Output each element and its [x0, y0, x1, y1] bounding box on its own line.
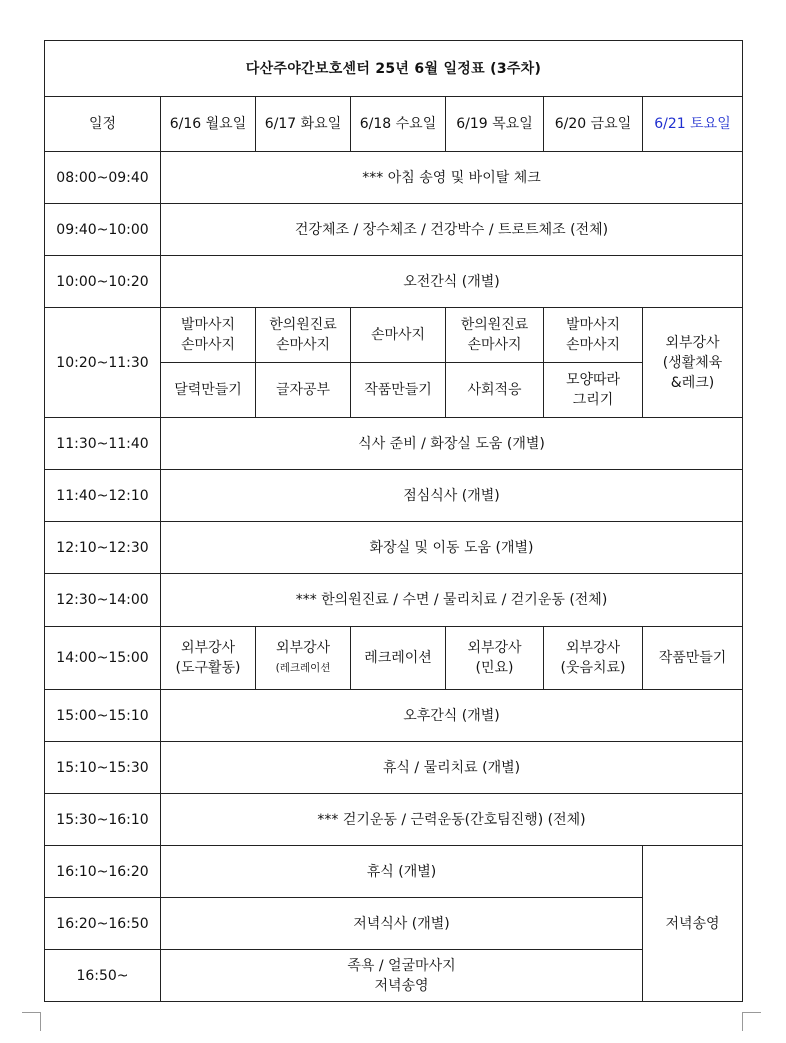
program-line: 외부강사	[275, 640, 331, 656]
program-cell	[351, 363, 446, 418]
program-line: 사회적응	[467, 382, 522, 398]
time-cell: 11:30~11:40	[45, 418, 161, 470]
program-line: 손마사지	[467, 337, 522, 353]
program-cell	[544, 627, 643, 690]
schedule-row	[45, 950, 743, 1002]
program-cell	[446, 363, 544, 418]
schedule-row	[45, 574, 743, 627]
program-line: 손마사지	[180, 337, 236, 353]
time-cell: 09:40~10:00	[45, 204, 161, 256]
saturday-evening-cell: 저녁송영	[643, 846, 743, 1002]
time-cell: 14:00~15:00	[45, 627, 161, 690]
header-day-sat: 6/21 토요일	[643, 97, 743, 152]
schedule-row	[45, 690, 743, 742]
header-row	[45, 97, 743, 152]
schedule-row	[45, 418, 743, 470]
crop-mark	[742, 1012, 761, 1031]
schedule-row	[45, 308, 743, 363]
program-line: 그리기	[572, 392, 614, 408]
schedule-row	[45, 898, 743, 950]
schedule-row	[45, 627, 743, 690]
activity-cell: 식사 준비 / 화장실 도움 (개별)	[161, 418, 743, 470]
program-line: (도구활동)	[175, 660, 241, 676]
program-line: 글자공부	[275, 382, 331, 398]
program-line: 달력만들기	[174, 382, 242, 398]
program-line: (생활체육	[662, 354, 723, 371]
activity-cell: 오전간식 (개별)	[161, 256, 743, 308]
program-cell	[351, 627, 446, 690]
activity-cell: 저녁식사 (개별)	[161, 898, 643, 950]
header-day-wed: 6/18 수요일	[351, 97, 446, 152]
program-line: 외부강사	[180, 640, 236, 656]
program-cell	[161, 363, 256, 418]
activity-cell: 점심식사 (개별)	[161, 470, 743, 522]
program-line: 발마사지	[180, 317, 236, 333]
schedule-row	[45, 846, 743, 898]
program-line: 외부강사	[467, 640, 522, 656]
time-cell: 11:40~12:10	[45, 470, 161, 522]
time-cell: 12:30~14:00	[45, 574, 161, 627]
time-cell: 15:00~15:10	[45, 690, 161, 742]
activity-line: 저녁송영	[374, 977, 429, 994]
time-cell: 10:20~11:30	[45, 308, 161, 418]
program-cell	[446, 308, 544, 363]
schedule-row	[45, 742, 743, 794]
schedule-row	[45, 204, 743, 256]
header-day-tue: 6/17 화요일	[256, 97, 351, 152]
time-cell: 16:20~16:50	[45, 898, 161, 950]
time-cell: 15:10~15:30	[45, 742, 161, 794]
program-cell	[256, 308, 351, 363]
program-line: 한의원진료	[460, 317, 529, 333]
program-line: 레크레이션	[364, 650, 432, 666]
schedule-row	[45, 152, 743, 204]
program-line: (레크레이션	[275, 662, 331, 674]
program-cell	[351, 308, 446, 363]
program-line: 손마사지	[370, 327, 426, 343]
activity-cell: *** 한의원진료 / 수면 / 물리치료 / 걷기운동 (전체)	[161, 574, 743, 627]
crop-mark	[22, 1012, 41, 1031]
activity-cell	[161, 950, 643, 1002]
schedule-row	[45, 794, 743, 846]
page-title: 다산주야간보호센터 25년 6월 일정표 (3주차)	[45, 41, 743, 97]
saturday-program-cell	[643, 308, 743, 418]
program-cell	[544, 363, 643, 418]
activity-cell: 오후간식 (개별)	[161, 690, 743, 742]
schedule-row	[45, 470, 743, 522]
program-cell	[256, 627, 351, 690]
program-line: 손마사지	[275, 337, 331, 353]
program-cell	[446, 627, 544, 690]
program-line: 외부강사	[565, 640, 621, 656]
program-line: 모양따라	[565, 372, 621, 388]
header-day-fri: 6/20 금요일	[544, 97, 643, 152]
activity-cell: 화장실 및 이동 도움 (개별)	[161, 522, 743, 574]
time-cell: 15:30~16:10	[45, 794, 161, 846]
program-line: 작품만들기	[364, 382, 432, 398]
activity-line: 족욕 / 얼굴마사지	[347, 957, 456, 974]
time-cell: 08:00~09:40	[45, 152, 161, 204]
schedule-row	[45, 256, 743, 308]
program-line: (민요)	[475, 660, 514, 676]
schedule-row	[45, 522, 743, 574]
activity-cell: 휴식 (개별)	[161, 846, 643, 898]
program-line: 외부강사	[665, 334, 720, 351]
title-row	[45, 41, 743, 97]
time-cell: 16:10~16:20	[45, 846, 161, 898]
program-cell	[161, 627, 256, 690]
program-line: 작품만들기	[658, 650, 727, 666]
header-label: 일정	[45, 97, 161, 152]
activity-cell: *** 걷기운동 / 근력운동(간호팀진행) (전체)	[161, 794, 743, 846]
schedule-table	[44, 40, 743, 1002]
program-cell	[643, 627, 743, 690]
activity-cell: 휴식 / 물리치료 (개별)	[161, 742, 743, 794]
program-line: &레크)	[670, 374, 715, 391]
program-line: 손마사지	[565, 337, 621, 353]
time-cell: 10:00~10:20	[45, 256, 161, 308]
header-day-thu: 6/19 목요일	[446, 97, 544, 152]
time-cell: 12:10~12:30	[45, 522, 161, 574]
program-cell	[544, 308, 643, 363]
program-line: 발마사지	[565, 317, 621, 333]
header-day-mon: 6/16 월요일	[161, 97, 256, 152]
program-cell	[256, 363, 351, 418]
activity-cell: *** 아침 송영 및 바이탈 체크	[161, 152, 743, 204]
time-cell: 16:50~	[45, 950, 161, 1002]
program-cell	[161, 308, 256, 363]
program-line: 한의원진료	[269, 317, 337, 333]
activity-cell: 건강체조 / 장수체조 / 건강박수 / 트로트체조 (전체)	[161, 204, 743, 256]
program-line: (웃음치료)	[560, 660, 626, 676]
